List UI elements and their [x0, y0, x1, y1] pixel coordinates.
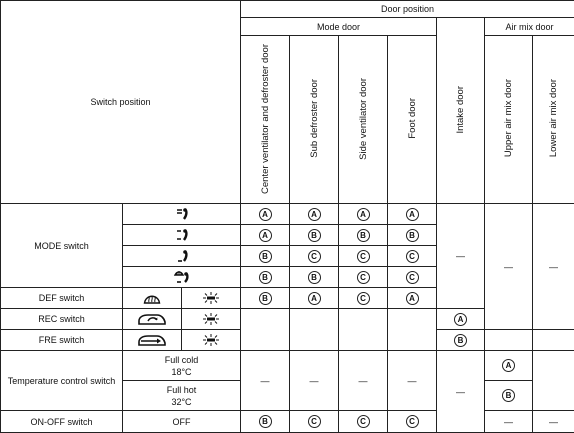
recirculation-icon	[123, 309, 182, 330]
side-vent-door-header: Side ventilator door	[339, 36, 388, 204]
def-switch-label: DEF switch	[1, 288, 123, 309]
def-indicator-icon	[182, 288, 241, 309]
temp-side-dash: —	[339, 351, 388, 411]
intake-mode-dash: —	[437, 204, 485, 309]
air-mix-door-header: Air mix door	[485, 18, 574, 36]
cell-foot-side: C	[339, 246, 388, 267]
mode-door-header: Mode door	[241, 18, 437, 36]
foot-door-header: Foot door	[388, 36, 437, 204]
cell-off-foot: C	[388, 411, 437, 433]
rec-fre-center-blank	[241, 309, 290, 351]
defroster-icon	[123, 288, 182, 309]
cell-cold-upper: A	[485, 351, 533, 381]
temp-center-dash: —	[241, 351, 290, 411]
bi-level-mode-icon	[123, 225, 241, 246]
temp-intake-dash: —	[437, 351, 485, 433]
cell-vent-side: A	[339, 204, 388, 225]
cell-footdef-foot: C	[388, 267, 437, 288]
center-vent-door-header: Center ventilator and defroster door	[241, 36, 290, 204]
cell-bilevel-sub: B	[290, 225, 339, 246]
intake-door-header: Intake door	[437, 18, 485, 204]
mode-switch-label: MODE switch	[1, 204, 123, 288]
onoff-switch-label: ON-OFF switch	[1, 411, 123, 433]
fre-switch-label: FRE switch	[1, 330, 123, 351]
vent-mode-icon	[123, 204, 241, 225]
cell-footdef-side: C	[339, 267, 388, 288]
upper-air-mode-dash: —	[485, 204, 533, 330]
full-cold-label: Full cold 18°C	[123, 351, 241, 381]
switch-position-header: Switch position	[1, 1, 241, 204]
rec-indicator-icon	[182, 309, 241, 330]
off-lower-air-dash: —	[533, 411, 574, 433]
rec-fre-foot-blank	[388, 309, 437, 351]
cell-bilevel-side: B	[339, 225, 388, 246]
cell-def-side: C	[339, 288, 388, 309]
door-position-header: Door position	[241, 1, 574, 18]
foot-mode-icon	[123, 246, 241, 267]
rec-switch-label: REC switch	[1, 309, 123, 330]
cell-vent-center: A	[241, 204, 290, 225]
lower-air-mix-door-header: Lower air mix door	[533, 36, 574, 204]
off-upper-air-dash: —	[485, 411, 533, 433]
cell-foot-foot: C	[388, 246, 437, 267]
fresh-air-icon	[123, 330, 182, 351]
sub-defroster-door-header: Sub defroster door	[290, 36, 339, 204]
rec-fre-side-blank	[339, 309, 388, 351]
cell-bilevel-center: A	[241, 225, 290, 246]
cell-fre-intake: B	[437, 330, 485, 351]
upper-air-mix-door-header: Upper air mix door	[485, 36, 533, 204]
cell-bilevel-foot: B	[388, 225, 437, 246]
cell-rec-intake: A	[437, 309, 485, 330]
cell-footdef-sub: B	[290, 267, 339, 288]
cell-off-center: B	[241, 411, 290, 433]
fre-lower-air-blank	[485, 330, 533, 351]
cell-vent-foot: A	[388, 204, 437, 225]
lower-air-mode-dash: —	[533, 204, 574, 330]
cell-footdef-center: B	[241, 267, 290, 288]
cell-def-sub: A	[290, 288, 339, 309]
temp-lower-air-blank	[533, 351, 574, 411]
temp-control-switch-label: Temperature control switch	[1, 351, 123, 411]
foot-defrost-mode-icon	[123, 267, 241, 288]
cell-foot-sub: C	[290, 246, 339, 267]
cell-def-foot: A	[388, 288, 437, 309]
cell-def-center: B	[241, 288, 290, 309]
off-label: OFF	[123, 411, 241, 433]
full-hot-label: Full hot 32°C	[123, 381, 241, 411]
cell-off-side: C	[339, 411, 388, 433]
temp-sub-dash: —	[290, 351, 339, 411]
cell-vent-sub: A	[290, 204, 339, 225]
temp-foot-dash: —	[388, 351, 437, 411]
fre-indicator-icon	[182, 330, 241, 351]
cell-off-sub: C	[290, 411, 339, 433]
rec-fre-sub-blank	[290, 309, 339, 351]
cell-hot-upper: B	[485, 381, 533, 411]
cell-foot-center: B	[241, 246, 290, 267]
